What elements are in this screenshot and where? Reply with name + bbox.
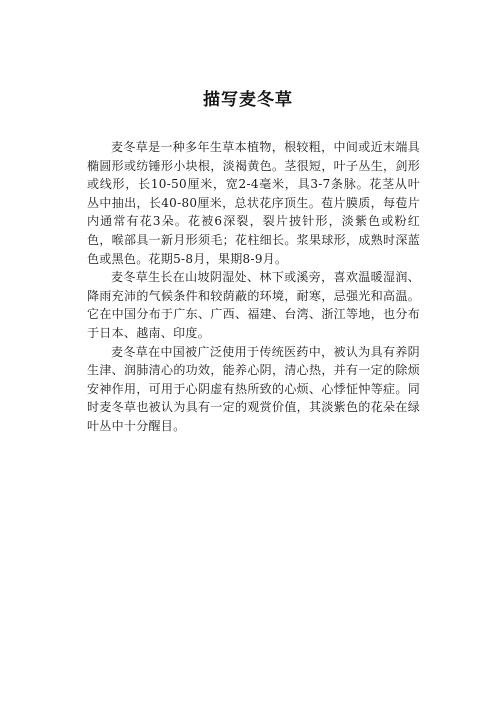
document-title: 描写麦冬草 (203, 90, 293, 110)
paragraph-uses: 麦冬草在中国被广泛使用于传统医药中，被认为具有养阴生津、润肺清心的功效，能养心阴，清心热，并有一定的除烦安神作用，可用于心阴虚有热所致的心烦、心悸怔忡等症。同时麦冬草也被认为具有一定的观赏价值，其淡紫色的花朵在绿叶丛中十分醒目。 (87, 344, 420, 433)
paragraph-description: 麦冬草是一种多年生草本植物，根较粗，中间或近末端具椭圆形或纺锤形小块根，淡褐黄色。茎很短，叶子丛生，剑形或线形，长10-50厘米，宽2-4毫米，具3-7条脉。花茎从叶丛中抽出，长40-80厘米，总状花序顶生。苞片膜质，每苞片内通常有花3朵。花被6深裂，裂片披针形，淡紫色或粉红色，喉部具一新月形须毛；花柱细长。浆果球形，成熟时深蓝色或黑色。花期5-8月，果期8-9月。 (87, 140, 420, 266)
paragraph-habitat: 麦冬草生长在山坡阴湿处、林下或溪旁，喜欢温暖湿润、降雨充沛的气候条件和较荫蔽的环境，耐寒，忌强光和高温。它在中国分布于广东、广西、福建、台湾、浙江等地，也分布于日本、越南、印度。 (87, 270, 420, 340)
document-body (87, 138, 420, 436)
